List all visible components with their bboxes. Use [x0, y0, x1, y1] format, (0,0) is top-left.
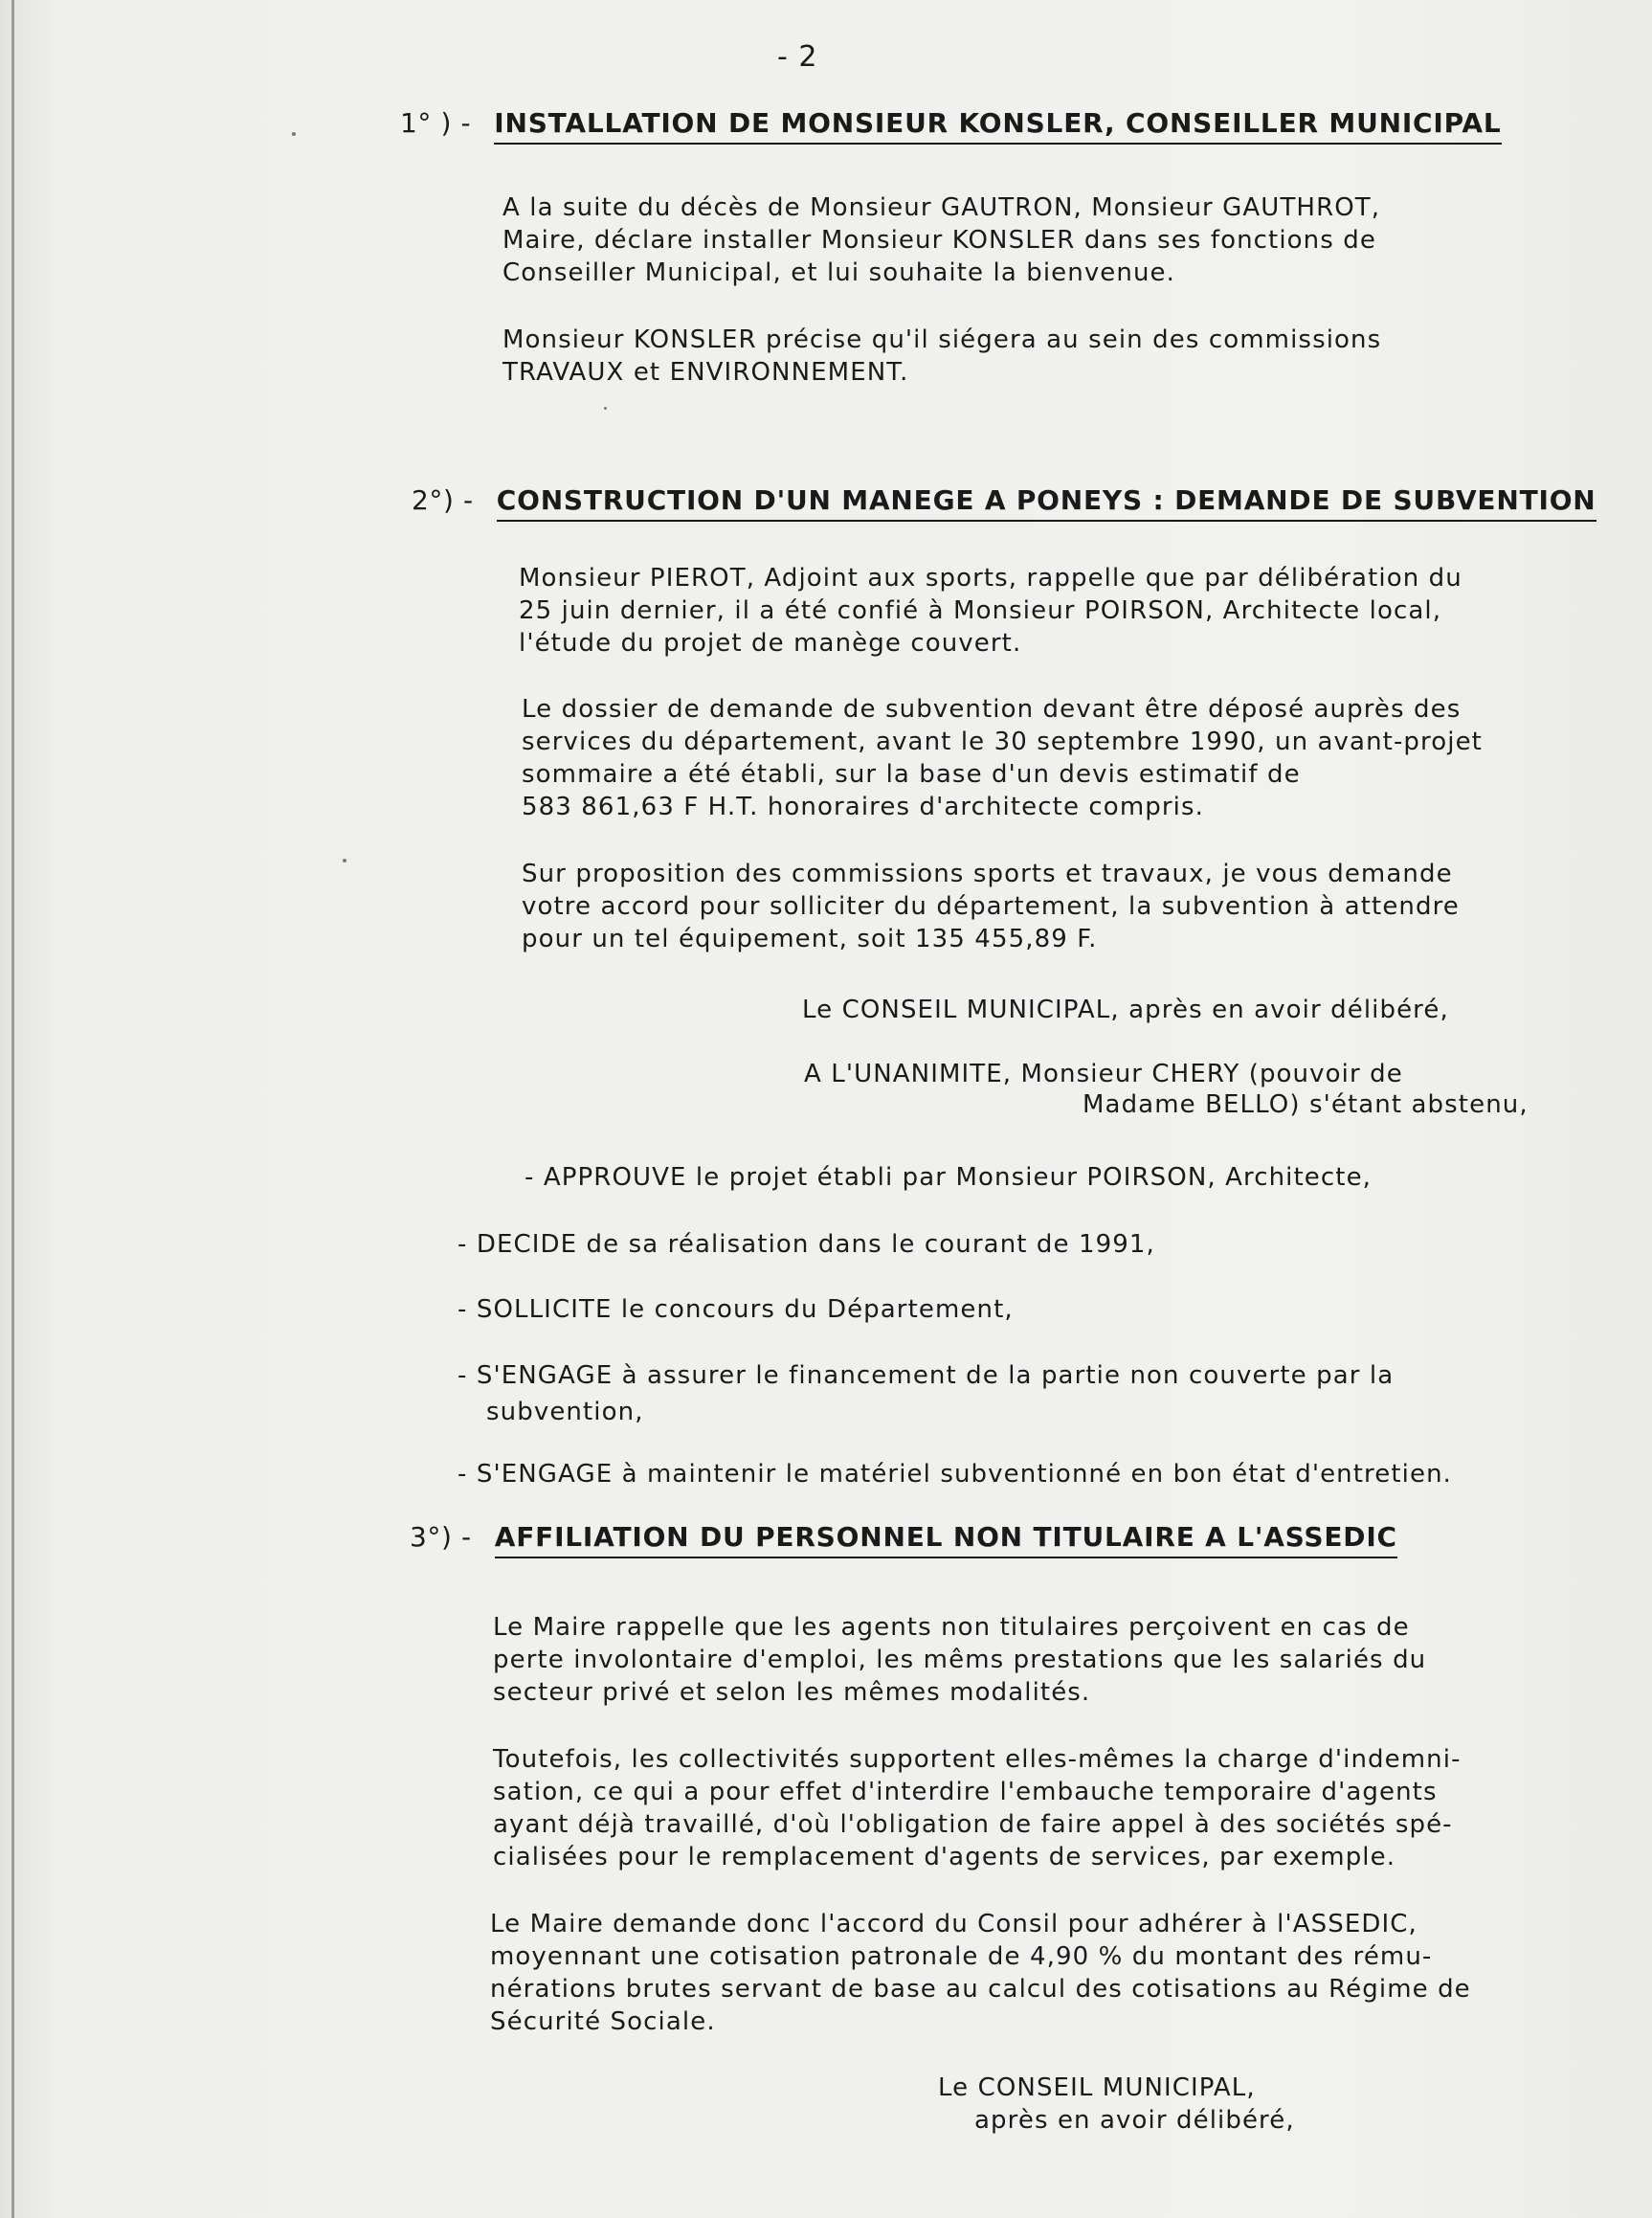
vote-line-2: Madame BELLO) s'étant abstenu,	[1083, 1090, 1529, 1119]
decision-engage-1-cont: subvention,	[486, 1398, 644, 1426]
text-line: TRAVAUX et ENVIRONNEMENT.	[502, 358, 909, 387]
text-line: cialisées pour le remplacement d'agents de services, par exemple.	[493, 1843, 1396, 1871]
council-deliberation: Le CONSEIL MUNICIPAL, après en avoir délibéré,	[802, 996, 1449, 1024]
decision-engage-1: - S'ENGAGE à assurer le financement de la partie non couverte par la	[458, 1361, 1395, 1390]
section3-paragraph-2	[493, 1743, 1462, 1873]
section2-heading	[412, 484, 1596, 516]
text-line: l'étude du projet de manège couvert.	[519, 629, 1022, 658]
speck	[343, 859, 346, 863]
text-line: services du département, avant le 30 septembre 1990, un avant-projet	[522, 728, 1483, 756]
section3-heading	[410, 1521, 1397, 1553]
speck	[292, 132, 296, 136]
section1-paragraph-1	[502, 191, 1380, 289]
text-line: A la suite du décès de Monsieur GAUTRON, Monsieur GAUTHROT,	[502, 193, 1381, 222]
text-line: Maire, déclare installer Monsieur KONSLER dans ses fonctions de	[502, 226, 1376, 255]
section2-title: CONSTRUCTION D'UN MANEGE A PONEYS : DEMANDE DE SUBVENTION	[497, 484, 1596, 522]
section1-title: INSTALLATION DE MONSIEUR KONSLER, CONSEILLER MUNICIPAL	[494, 107, 1501, 145]
text-line: sommaire a été établi, sur la base d'un devis estimatif de	[522, 760, 1301, 789]
decision-decide: - DECIDE de sa réalisation dans le courant de 1991,	[458, 1230, 1155, 1259]
section1-heading	[400, 107, 1502, 139]
section2-number: 2°) -	[412, 484, 474, 516]
section1-number: 1° ) -	[400, 107, 472, 139]
text-line: 25 juin dernier, il a été confié à Monsieur POIRSON, Architecte local,	[519, 596, 1442, 625]
text-line: ayant déjà travaillé, d'où l'obligation de faire appel à des sociétés spé-	[493, 1810, 1453, 1839]
text-line: Le dossier de demande de subvention devant être déposé auprès des	[522, 695, 1462, 724]
section3-number: 3°) -	[410, 1521, 472, 1553]
section3-paragraph-1	[493, 1611, 1426, 1709]
speck	[604, 407, 607, 410]
text-line: Toutefois, les collectivités supportent elles-mêmes la charge d'indemni-	[493, 1745, 1462, 1774]
section2-paragraph-1	[519, 562, 1462, 660]
page-edge	[11, 0, 14, 2218]
section2-paragraph-3	[522, 858, 1460, 955]
decision-sollicite: - SOLLICITE le concours du Département,	[458, 1295, 1014, 1324]
text-line: moyennant une cotisation patronale de 4,90 % du montant des rému-	[490, 1942, 1433, 1971]
text-line: nérations brutes servant de base au calcul des cotisations au Régime de	[490, 1975, 1471, 2004]
section3-paragraph-3	[490, 1908, 1471, 2038]
council-line-1: Le CONSEIL MUNICIPAL,	[938, 2073, 1256, 2102]
text-line: 583 861,63 F H.T. honoraires d'architecte compris.	[522, 793, 1204, 821]
vote-line-1: A L'UNANIMITE, Monsieur CHERY (pouvoir de	[804, 1060, 1403, 1088]
text-line: Le Maire demande donc l'accord du Consil pour adhérer à l'ASSEDIC,	[490, 1910, 1418, 1938]
text-line: sation, ce qui a pour effet d'interdire l'embauche temporaire d'agents	[493, 1778, 1438, 1806]
text-line: perte involontaire d'emploi, les mêms prestations que les salariés du	[493, 1646, 1427, 1674]
text-line: votre accord pour solliciter du département, la subvention à attendre	[522, 892, 1460, 921]
council-line-2: après en avoir délibéré,	[974, 2106, 1295, 2135]
text-line: Le Maire rappelle que les agents non titulaires perçoivent en cas de	[493, 1613, 1410, 1642]
decision-approuve: - APPROUVE le projet établi par Monsieur POIRSON, Architecte,	[525, 1163, 1373, 1192]
page-number: - 2	[777, 40, 818, 74]
decision-engage-2: - S'ENGAGE à maintenir le matériel subventionné en bon état d'entretien.	[458, 1460, 1453, 1489]
section2-paragraph-2	[522, 693, 1483, 823]
text-line: pour un tel équipement, soit 135 455,89 F.	[522, 925, 1098, 953]
section3-title: AFFILIATION DU PERSONNEL NON TITULAIRE A L'ASSEDIC	[495, 1521, 1397, 1558]
section1-paragraph-2	[502, 324, 1381, 389]
text-line: Monsieur PIEROT, Adjoint aux sports, rappelle que par délibération du	[519, 564, 1462, 593]
text-line: secteur privé et selon les mêmes modalités.	[493, 1678, 1091, 1707]
text-line: Conseiller Municipal, et lui souhaite la bienvenue.	[502, 258, 1176, 287]
text-line: Sur proposition des commissions sports et travaux, je vous demande	[522, 860, 1453, 888]
text-line: Sécurité Sociale.	[490, 2007, 716, 2036]
text-line: Monsieur KONSLER précise qu'il siégera au sein des commissions	[502, 325, 1382, 354]
